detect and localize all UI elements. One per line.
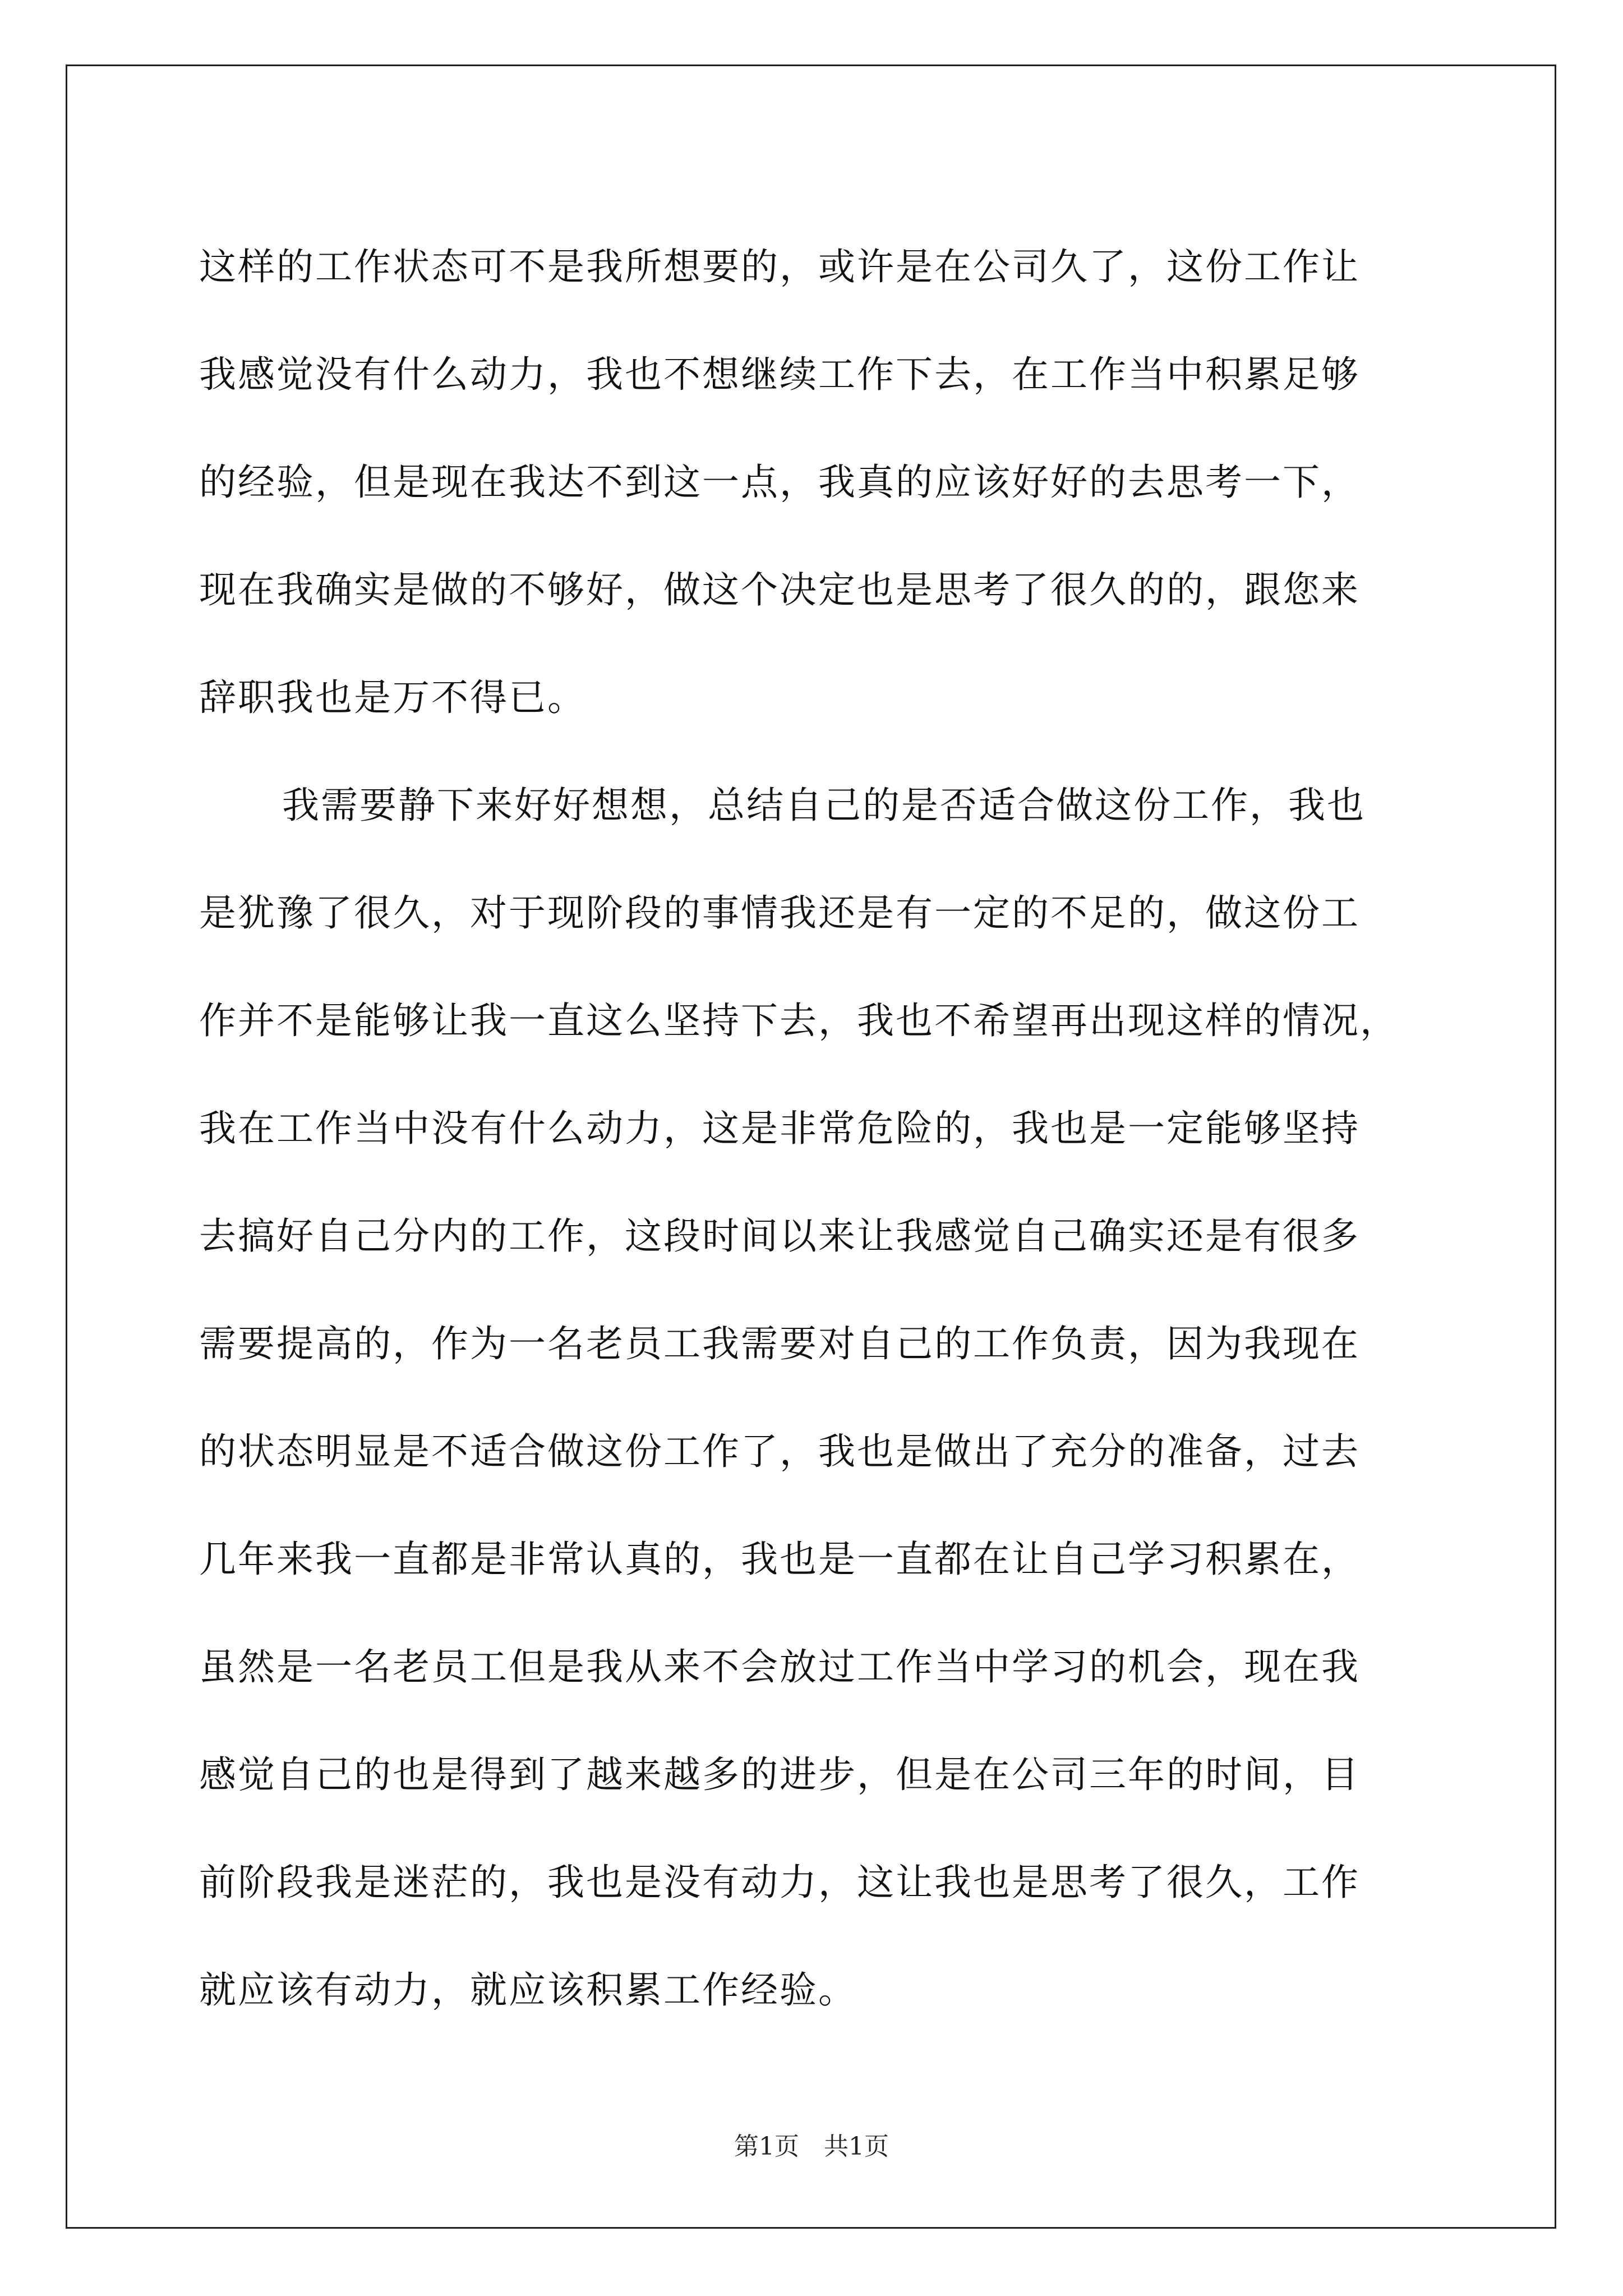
text-line: 需要提高的，作为一名老员工我需要对自己的工作负责，因为我现在 bbox=[199, 1322, 1360, 1365]
text-line: 是犹豫了很久，对于现阶段的事情我还是有一定的不足的，做这份工 bbox=[199, 891, 1360, 935]
text-line: 我感觉没有什么动力，我也不想继续工作下去，在工作当中积累足够 bbox=[199, 353, 1360, 396]
text-line: 这样的工作状态可不是我所想要的，或许是在公司久了，这份工作让 bbox=[199, 245, 1360, 288]
text-line: 现在我确实是做的不够好，做这个决定也是思考了很久的的，跟您来 bbox=[199, 568, 1360, 611]
text-line: 的状态明显是不适合做这份工作了，我也是做出了充分的准备，过去 bbox=[199, 1430, 1360, 1473]
document-body bbox=[199, 213, 1433, 2044]
text-line: 作并不是能够让我一直这么坚持下去，我也不希望再出现这样的情况， bbox=[199, 999, 1399, 1042]
text-line: 前阶段我是迷茫的，我也是没有动力，这让我也是思考了很久，工作 bbox=[199, 1861, 1360, 1904]
page-number-footer: 第1页 共1页 bbox=[734, 2132, 889, 2161]
text-line: 虽然是一名老员工但是我从来不会放过工作当中学习的机会，现在我 bbox=[199, 1645, 1360, 1688]
text-line: 我需要静下来好好想想，总结自己的是否适合做这份工作，我也 bbox=[282, 784, 1366, 827]
text-line: 就应该有动力，就应该积累工作经验。 bbox=[199, 1968, 857, 2012]
text-line: 几年来我一直都是非常认真的，我也是一直都在让自己学习积累在， bbox=[199, 1538, 1360, 1581]
paragraph bbox=[199, 752, 1433, 2044]
text-line: 的经验，但是现在我达不到这一点，我真的应该好好的去思考一下， bbox=[199, 461, 1360, 504]
paragraph bbox=[199, 213, 1433, 752]
text-line: 去搞好自己分内的工作，这段时间以来让我感觉自己确实还是有很多 bbox=[199, 1214, 1360, 1258]
text-line: 辞职我也是万不得已。 bbox=[199, 676, 586, 719]
text-line: 感觉自己的也是得到了越来越多的进步，但是在公司三年的时间，目 bbox=[199, 1753, 1360, 1796]
text-line: 我在工作当中没有什么动力，这是非常危险的，我也是一定能够坚持 bbox=[199, 1107, 1360, 1150]
